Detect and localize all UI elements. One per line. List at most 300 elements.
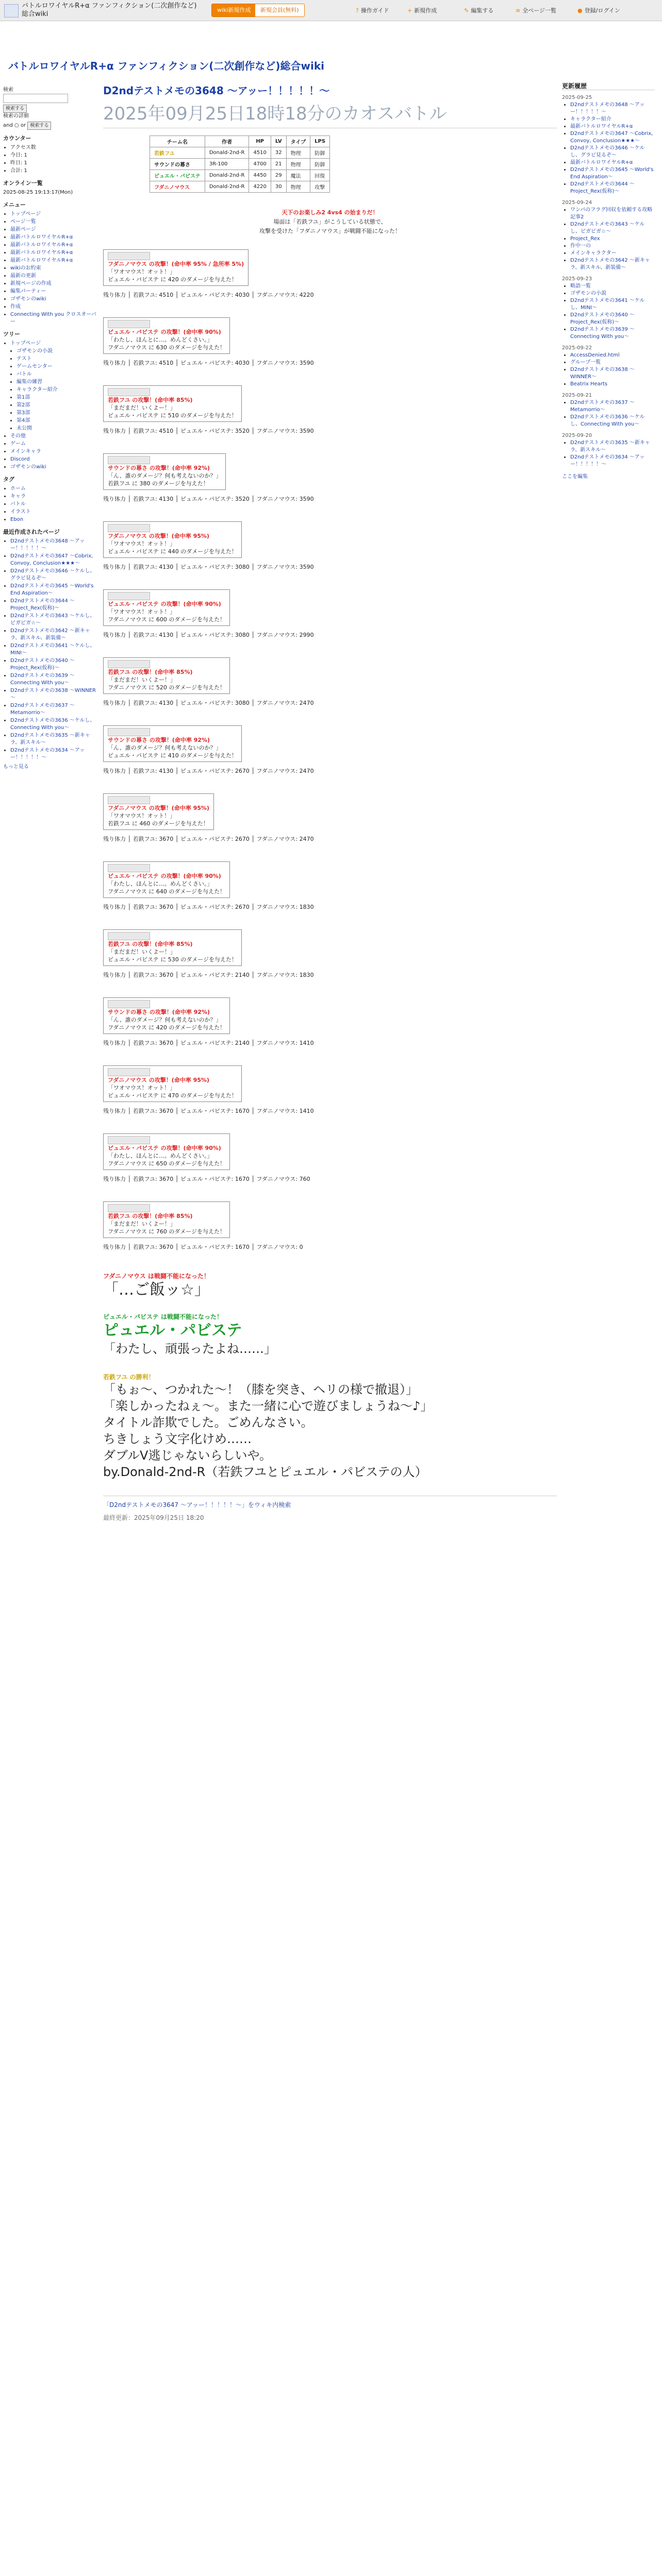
character-image-icon [108,1000,150,1008]
menu-item: • トップページ [10,211,98,218]
battle-ending [103,1272,557,1522]
recent-item: • D2ndテストメモの3636 ～ケルし、Connecting With you～ [10,717,98,732]
history-link[interactable]: D2ndテストメモの3646 ～ケルし、グラビ見るぞ～ [570,145,645,158]
search-input[interactable] [3,94,68,103]
remaining-hp: 残り体力 │ 若鉄フユ: 3670 │ ピュエル・パビステ: 1670 │ フダニノマウス: 1410 [103,1108,314,1114]
remaining-hp: 残り体力 │ 若鉄フユ: 4510 │ ピュエル・パビステ: 4030 │ フダニノマウス: 3590 [103,360,314,366]
table-cell: 3R-100 [205,159,249,170]
turn-box [103,589,230,626]
tree-item: • テスト [16,355,98,363]
battle-turn [103,382,557,435]
turn-line: フダニノマウス に 650 のダメージを与えた！ [108,1160,226,1167]
menu-item: • 最新バトルロワイヤルR+α [10,242,98,249]
history-link[interactable]: D2ndテストメモの3647 ～Cobrix, Convoy, Conclusion★★★～ [570,131,653,144]
turn-line: 「ん、誰のダメージ？何も考えないのか？」 [108,1016,222,1023]
history-item [570,243,655,250]
history-link[interactable]: D2ndテストメモの3640 ～Project_Rex(仮称)～ [570,312,635,325]
remaining-hp: 残り体力 │ 若鉄フユ: 3670 │ ピュエル・パビステ: 2670 │ フダニノマウス: 1830 [103,904,314,910]
turn-line: 「まだまだ！いくよー！」 [108,676,176,683]
turn-line: 「ん、誰のダメージ？何も考えないのか？」 [108,472,222,479]
battle-turn [103,790,557,843]
battle-turn [103,450,557,503]
turn-box [103,929,242,966]
battle-intro [103,208,557,236]
table-cell: 攻撃 [310,181,330,193]
online-heading: オンライン一覧 [3,180,43,187]
table-header: チーム名 [150,136,205,147]
history-item [570,166,655,181]
turn-box [103,861,230,898]
history-item [570,116,655,123]
menu-item: • 作成 [10,303,98,311]
table-cell: 物理 [286,181,310,193]
battle-turn [103,586,557,639]
history-item [570,326,655,341]
recent-item: • D2ndテストメモの3645 ～World's End Aspiration～ [10,583,98,597]
turn-line: 「ワオマウス！オット！」 [108,812,176,819]
right-sidebar [562,82,655,481]
turn-line: フダニノマウス に 640 のダメージを与えた！ [108,888,226,895]
character-image-icon [108,864,150,872]
turn-line: フダニノマウス に 520 のダメージを与えた！ [108,684,226,691]
table-header: LPS [310,136,330,147]
tags-heading: タグ [3,476,14,483]
remaining-hp: 残り体力 │ 若鉄フユ: 4130 │ ピュエル・パビステ: 2670 │ フダニノマウス: 2470 [103,768,314,774]
history-item [570,352,655,359]
intro-line: 攻撃を受けた「フダニノマウス」が戦闘不能になった！ [259,228,401,234]
turn-line: 「ワオマウス！オット！」 [108,540,176,547]
history-link[interactable]: 最新バトルロワイヤルR+α [570,160,633,165]
battle-log [103,246,557,1251]
counter-list [0,144,98,175]
table-cell: Donald-2nd-R [205,147,249,159]
table-cell: 4220 [249,181,271,193]
history-link[interactable]: D2ndテストメモの3641 ～ケルし、MINI～ [570,298,645,311]
tree-item: • ゴザモンの小説 [16,348,98,355]
history-date: 2025-09-22 [562,345,592,351]
closing-line: ちきしょう文字化けめ…… [103,1432,252,1446]
tree-item: • トップページ [10,340,98,347]
turn-box [103,1133,230,1170]
turn-line: フダニノマウス の攻撃！(命中率 95%) [108,533,209,539]
turn-line: 若鉄フユ に 380 のダメージを与えた！ [108,480,209,487]
turn-line: 若鉄フユ の攻撃！(命中率 85%) [108,1213,193,1219]
nav-login[interactable]: ● 登録/ログイン [577,7,620,14]
left-sidebar [0,82,98,773]
search-article-link[interactable]: 「D2ndテストメモの3647 ～アッー！！！！！～」をウィキ内検索 [103,1501,291,1509]
history-link[interactable]: D2ndテストメモの3643 ～ケルし、ビガビガ☆～ [570,222,645,234]
table-cell: 若鉄フユ [150,147,205,159]
menu-item: • 最新バトルロワイヤルR+α [10,257,98,264]
turn-box [103,453,226,490]
battle-turn [103,1130,557,1183]
tree-item: • 第3部 [16,410,98,417]
search-button-2[interactable]: 検索する [27,122,51,130]
search-box [3,87,95,130]
history-link[interactable]: D2ndテストメモの3635 ～新キャラ、新スキル～ [570,440,650,453]
history-list [562,399,655,428]
tag-item: • イラスト [10,509,98,516]
top-bar [0,0,662,21]
history-date: 2025-09-25 [562,95,592,100]
turn-line: フダニノマウス に 760 のダメージを与えた！ [108,1228,226,1235]
and-or-radio[interactable]: and ○ or [3,123,26,128]
history-link[interactable]: ワンパのフラグ回収を依頼する攻略記事2 [570,207,653,220]
table-cell: 29 [271,170,286,181]
character-image-icon [108,932,150,940]
turn-line: 「ワオマウス！オット！」 [108,268,176,275]
history-item [570,181,655,195]
tree-list [0,340,98,471]
recent-item: • D2ndテストメモの3641 ～ケルし、MINI～ [10,642,98,657]
turn-line: フダニノマウス に 420 のダメージを与えた！ [108,1024,226,1031]
table-cell: 4510 [249,147,271,159]
menu-item: • ページ一覧 [10,218,98,226]
signup-button[interactable]: 新規会員(無料) [255,4,305,17]
menu-item: • 最新の更新 [10,273,98,280]
intro-line: 場面は「若鉄フユ」がこうしている状態で、 [273,218,387,225]
menu-item: • Connecting With you クロスオーバー [10,311,98,326]
history-item [570,159,655,166]
history-item [570,257,655,272]
table-cell: 21 [271,159,286,170]
character-image-icon [108,1136,150,1144]
remaining-hp: 残り体力 │ 若鉄フユ: 4130 │ ピュエル・パビステ: 3080 │ フダニノマウス: 2470 [103,700,314,706]
recent-item: • D2ndテストメモの3646 ～ケルし、グラビ見るぞ～ [10,568,98,582]
table-cell: 防御 [310,147,330,159]
battle-turn [103,654,557,707]
history-link[interactable]: D2ndテストメモの3637 ～Metamorrio～ [570,400,635,413]
battle-turn [103,926,557,979]
history-item [570,297,655,312]
history-link[interactable]: D2ndテストメモの3648 ～アッー！！！！！～ [570,102,645,115]
history-link[interactable]: グループ一覧 [570,360,601,365]
history-list [562,352,655,388]
history-link[interactable]: Project_Rex [570,236,600,242]
table-cell: Donald-2nd-R [205,170,249,181]
recent-heading: 最近作成されたページ [3,529,60,535]
history-link[interactable]: D2ndテストメモの3636 ～ケルし、Connecting With you～ [570,414,645,427]
article-title: D2ndテストメモの3648 ～アッー！！！！！～ [103,84,330,97]
turn-line: ピュエル・パビステ に 410 のダメージを与えた！ [108,752,238,759]
tree-item: • ゲームセンター [16,363,98,370]
battle-turn [103,1062,557,1115]
turn-line: フダニノマウス の攻撃！(命中率 95%) [108,805,209,811]
turn-line: フダニノマウス の攻撃！(命中率 95% / 急所率 5%) [108,261,244,267]
nav-edit[interactable]: ✎ 編集する [464,7,494,14]
turn-line: 「まだまだ！いくよー！」 [108,948,176,955]
character-image-icon [108,252,150,260]
history-link[interactable]: キャラクター紹介 [570,116,611,122]
recent-item: • D2ndテストメモの3640 ～Project_Rex(仮称)～ [10,657,98,672]
table-cell: フダニノマウス [150,181,205,193]
remaining-hp: 残り体力 │ 若鉄フユ: 4130 │ ピュエル・パビステ: 3080 │ フダニノマウス: 2990 [103,632,314,638]
table-header: HP [249,136,271,147]
turn-line: ピュエル・パビステ に 530 のダメージを与えた！ [108,956,238,963]
history-list [562,439,655,468]
table-cell: 物理 [286,147,310,159]
history-link[interactable]: D2ndテストメモの3644 ～Project_Rex(仮称)～ [570,181,635,194]
article-main [103,82,557,1522]
history-date: 2025-09-24 [562,200,592,206]
tag-item: • キャラ [10,493,98,500]
wiki-create-button[interactable]: wiki新規作成 [211,4,256,17]
search-label: 検索 [3,87,13,93]
history-link[interactable]: AccessDenied.html [570,352,620,358]
turn-line: 「わたし、ほんとに…。めんどくさい。」 [108,1153,213,1159]
history-link[interactable]: D2ndテストメモの3645 ～World's End Aspiration～ [570,167,654,180]
turn-box [103,521,242,558]
turn-line: ピュエル・パビステ に 420 のダメージを与えた！ [108,276,238,283]
tag-item: • Ebon [10,516,98,523]
battle-turn [103,518,557,571]
history-item [570,399,655,414]
history-item [570,359,655,366]
table-cell: 防御 [310,159,330,170]
turn-box [103,317,230,354]
menu-item: • 最新バトルロワイヤルR+α [10,234,98,241]
wiki-logo-icon[interactable] [4,4,19,18]
history-date: 2025-09-21 [562,393,592,398]
turn-line: フダニノマウス の攻撃！(命中率 95%) [108,1077,209,1083]
character-image-icon [108,456,150,464]
recent-item: • D2ndテストメモの3648 ～アッー！！！！！～ [10,538,98,552]
history-link[interactable]: D2ndテストメモの3639 ～Connecting With you～ [570,327,635,340]
remaining-hp: 残り体力 │ 若鉄フユ: 3670 │ ピュエル・パビステ: 2140 │ フダニノマウス: 1830 [103,972,314,978]
character-image-icon [108,1204,150,1212]
remaining-hp: 残り体力 │ 若鉄フユ: 3670 │ ピュエル・パビステ: 2140 │ フダニノマウス: 1410 [103,1040,314,1046]
menu-item: • wikiのお約束 [10,265,98,272]
counter-line: • 今日: 1 [10,152,98,159]
history-link[interactable]: D2ndテストメモの3642 ～新キャラ、新スキル、新装備～ [570,258,650,270]
table-header: LV [271,136,286,147]
battle-turn [103,722,557,775]
history-item [570,221,655,235]
table-row [150,181,330,193]
turn-box [103,1201,230,1238]
tag-item: • バトル [10,501,98,508]
page-title[interactable]: バトルロワイヤルR+α ファンフィクション(二次創作など)総合wiki [8,60,325,72]
menu-item: • 最新ページ [10,226,98,233]
defeat-line: ピュエル・パビステ は戦闘不能になった！ [103,1313,223,1320]
history-link[interactable]: D2ndテストメモの3638 ～WINNER～ [570,367,635,380]
turn-line: ピュエル・パビステ の攻撃！(命中率 90%) [108,873,221,879]
table-cell: 30 [271,181,286,193]
turn-line: サウンドの幕さ の攻撃！(命中率 92%) [108,465,210,471]
turn-line: フダニノマウス に 630 のダメージを与えた！ [108,344,226,351]
turn-line: 「ワオマウス！オット！」 [108,608,176,615]
last-updated: 最終更新：2025年09月25日 18:20 [103,1514,204,1521]
table-cell: 4700 [249,159,271,170]
history-link[interactable]: Beatrix Hearts [570,381,608,387]
turn-line: ピュエル・パビステ に 510 のダメージを与えた！ [108,412,238,419]
turn-line: フダニノマウス に 600 のダメージを与えた！ [108,616,226,623]
table-cell: 回復 [310,170,330,181]
table-cell: 物理 [286,159,310,170]
recent-item: • D2ndテストメモの3634 ～アッー！！！！！～ [10,747,98,761]
history-groups [562,94,655,468]
history-link[interactable]: メインキャラクター [570,250,617,256]
tree-item: • その他 [10,433,98,440]
nav-guide[interactable]: ? 操作ガイド [356,7,389,14]
user-icon: ● [577,7,583,14]
table-header: タイプ [286,136,310,147]
recent-item: • D2ndテストメモの3638 ～WINNER～ [10,687,98,702]
table-header: 作者 [205,136,249,147]
remaining-hp: 残り体力 │ 若鉄フユ: 4510 │ ピュエル・パビステ: 3520 │ フダニノマウス: 3590 [103,428,314,434]
victory-quote: 「楽しかったねぇ～。また一緒に心で遊びましょうね～♪」 [103,1399,433,1413]
history-item [570,454,655,468]
turn-line: ピュエル・パビステ の攻撃！(命中率 90%) [108,601,221,607]
table-header-row [150,136,330,147]
history-item [570,235,655,243]
recent-item: • D2ndテストメモの3642 ～新キャラ、新スキル、新装備～ [10,628,98,642]
defeat-quote: 「…ご飯ッ☆」 [103,1281,210,1299]
turn-line: 「ワオマウス！オット！」 [108,1084,176,1091]
search-detail-link[interactable]: 検索の詳細 [3,113,29,119]
character-image-icon [108,592,150,600]
closing-line: タイトル詐欺でした。ごめんなさい。 [103,1415,313,1430]
character-image-icon [108,524,150,532]
recent-item: • D2ndテストメモの3643 ～ケルし、ビガビガ☆～ [10,613,98,627]
tree-item: • ゲーム [10,440,98,448]
character-image-icon [108,388,150,396]
table-row [150,170,330,181]
table-cell: 32 [271,147,286,159]
turn-line: 「わたし、ほんとに…。めんどくさい。」 [108,336,213,343]
battle-turn [103,1198,557,1251]
nav-all-pages[interactable]: ≡ 全ページ一覧 [516,7,556,14]
table-cell: 4450 [249,170,271,181]
history-date: 2025-09-23 [562,276,592,282]
counter-line: • 合計: 1 [10,167,98,175]
history-item [570,439,655,454]
remaining-hp: 残り体力 │ 若鉄フユ: 4510 │ ピュエル・パビステ: 4030 │ フダニノマウス: 4220 [103,292,314,298]
tree-item: • ゴザモンのwiki [10,464,98,471]
history-item [570,145,655,159]
closing-line: ダブルV逃じゃないらしいや。 [103,1448,272,1463]
history-item [570,283,655,290]
tree-item: • キャラクター紹介 [16,386,98,394]
history-link[interactable]: D2ndテストメモの3634 ～アッー！！！！！～ [570,454,645,467]
remaining-hp: 残り体力 │ 若鉄フユ: 3670 │ ピュエル・パビステ: 1670 │ フダニノマウス: 760 [103,1176,310,1182]
recent-item: • D2ndテストメモの3639 ～Connecting With you～ [10,672,98,687]
victory-quote: 「もぉ～、つかれた～！（膝を突き、ヘリの様で撤退）」 [103,1382,419,1397]
turn-line: 「まだまだ！いくよー！」 [108,404,176,411]
defeat-quote: 「わたし、頑張ったよね……」 [103,1342,276,1356]
recent-more-link[interactable]: もっと見る [3,764,29,770]
site-title-link[interactable]: バトルロワイヤルR+α ファンフィクション(二次創作など)総合wiki [22,2,197,18]
turn-line: ピュエル・パビステ に 440 のダメージを与えた！ [108,548,238,555]
history-link[interactable]: 作中一の [570,243,591,249]
tag-list [0,485,98,523]
roster-table [150,135,330,193]
history-link[interactable]: 最新バトルロワイヤルR+α [570,124,633,129]
battle-turn [103,314,557,367]
help-icon: ? [356,7,359,14]
turn-line: サウンドの幕さ の攻撃！(命中率 92%) [108,737,210,743]
menu-item: • 編集パーティー [10,288,98,295]
turn-line: 若鉄フユ の攻撃！(命中率 85%) [108,669,193,675]
history-item [570,207,655,221]
history-item [570,101,655,116]
history-item [570,414,655,428]
search-button[interactable]: 検索する [3,105,27,113]
turn-box [103,249,249,286]
history-more-link[interactable]: ここを編集 [562,474,588,480]
menu-item: • 最新バトルロワイヤルR+α [10,249,98,257]
turn-line: 「わたし、ほんとに…。めんどくさい。」 [108,880,213,887]
turn-box [103,1065,242,1102]
menu-heading: メニュー [3,201,26,208]
remaining-hp: 残り体力 │ 若鉄フユ: 4130 │ ピュエル・パビステ: 3080 │ フダニノマウス: 3590 [103,564,314,570]
table-cell: ピュエル・パビステ [150,170,205,181]
turn-line: サウンドの幕さ の攻撃！(命中率 92%) [108,1009,210,1015]
recent-list [0,538,98,761]
history-item [570,290,655,297]
byline: by.Donald-2nd-R（若鉄フユとピュエル・パビステの人） [103,1465,427,1479]
history-item [570,366,655,381]
turn-box [103,725,242,762]
article-subtitle: 2025年09月25日18時18分のカオスバトル [103,99,557,128]
turn-box [103,385,242,422]
tree-item: • 第2部 [16,402,98,409]
tag-item: • ホーム [10,485,98,493]
turn-line: 「ん、誰のダメージ？何も考えないのか？」 [108,744,222,751]
history-heading: 更新履歴 [562,82,655,90]
counter-heading: カウンター [3,135,31,142]
tree-item: • メインキャラ [10,448,98,455]
turn-line: 「まだまだ！いくよー！」 [108,1221,176,1227]
table-row [150,147,330,159]
table-cell: 魔法 [286,170,310,181]
history-link[interactable]: 略語一覧 [570,283,591,289]
history-list [562,101,655,195]
turn-box [103,793,214,830]
table-row [150,159,330,170]
nav-new[interactable]: + 新規作成 [407,7,437,14]
tree-item: • 第1部 [16,394,98,401]
turn-line: 若鉄フユ の攻撃！(命中率 85%) [108,397,193,403]
victory-line: 若鉄フユ の勝利！ [103,1374,155,1381]
tree-item: • 未公開 [16,425,98,432]
turn-box [103,657,230,694]
menu-list [0,211,98,326]
turn-line: ピュエル・パビステ に 470 のダメージを与えた！ [108,1092,238,1099]
character-image-icon [108,728,150,736]
remaining-hp: 残り体力 │ 若鉄フユ: 4130 │ ピュエル・パビステ: 3520 │ フダニノマウス: 3590 [103,496,314,502]
tree-heading: ツリー [3,331,20,337]
turn-line: 若鉄フユ の攻撃！(命中率 85%) [108,941,193,947]
pencil-icon: ✎ [464,7,469,14]
tree-item: • 第4部 [16,417,98,425]
remaining-hp: 残り体力 │ 若鉄フユ: 3670 │ ピュエル・パビステ: 1670 │ フダニノマウス: 0 [103,1244,303,1250]
plus-icon: + [407,7,412,14]
history-item [570,123,655,130]
character-image-icon [108,796,150,804]
turn-line: 若鉄フユ に 460 のダメージを与えた！ [108,820,209,827]
tree-item: • バトル [16,371,98,378]
turn-box [103,997,230,1034]
table-cell: Donald-2nd-R [205,181,249,193]
history-date: 2025-09-20 [562,433,592,438]
intro-line: 天下のお楽しみ2 4vs4 の始まりだ！ [282,209,378,216]
history-list [562,283,655,341]
history-item [570,250,655,257]
menu-item: • 新規ページの作成 [10,280,98,287]
history-link[interactable]: ゴザモンの小説 [570,291,606,296]
remaining-hp: 残り体力 │ 若鉄フユ: 3670 │ ピュエル・パビステ: 2670 │ フダニノマウス: 2470 [103,836,314,842]
